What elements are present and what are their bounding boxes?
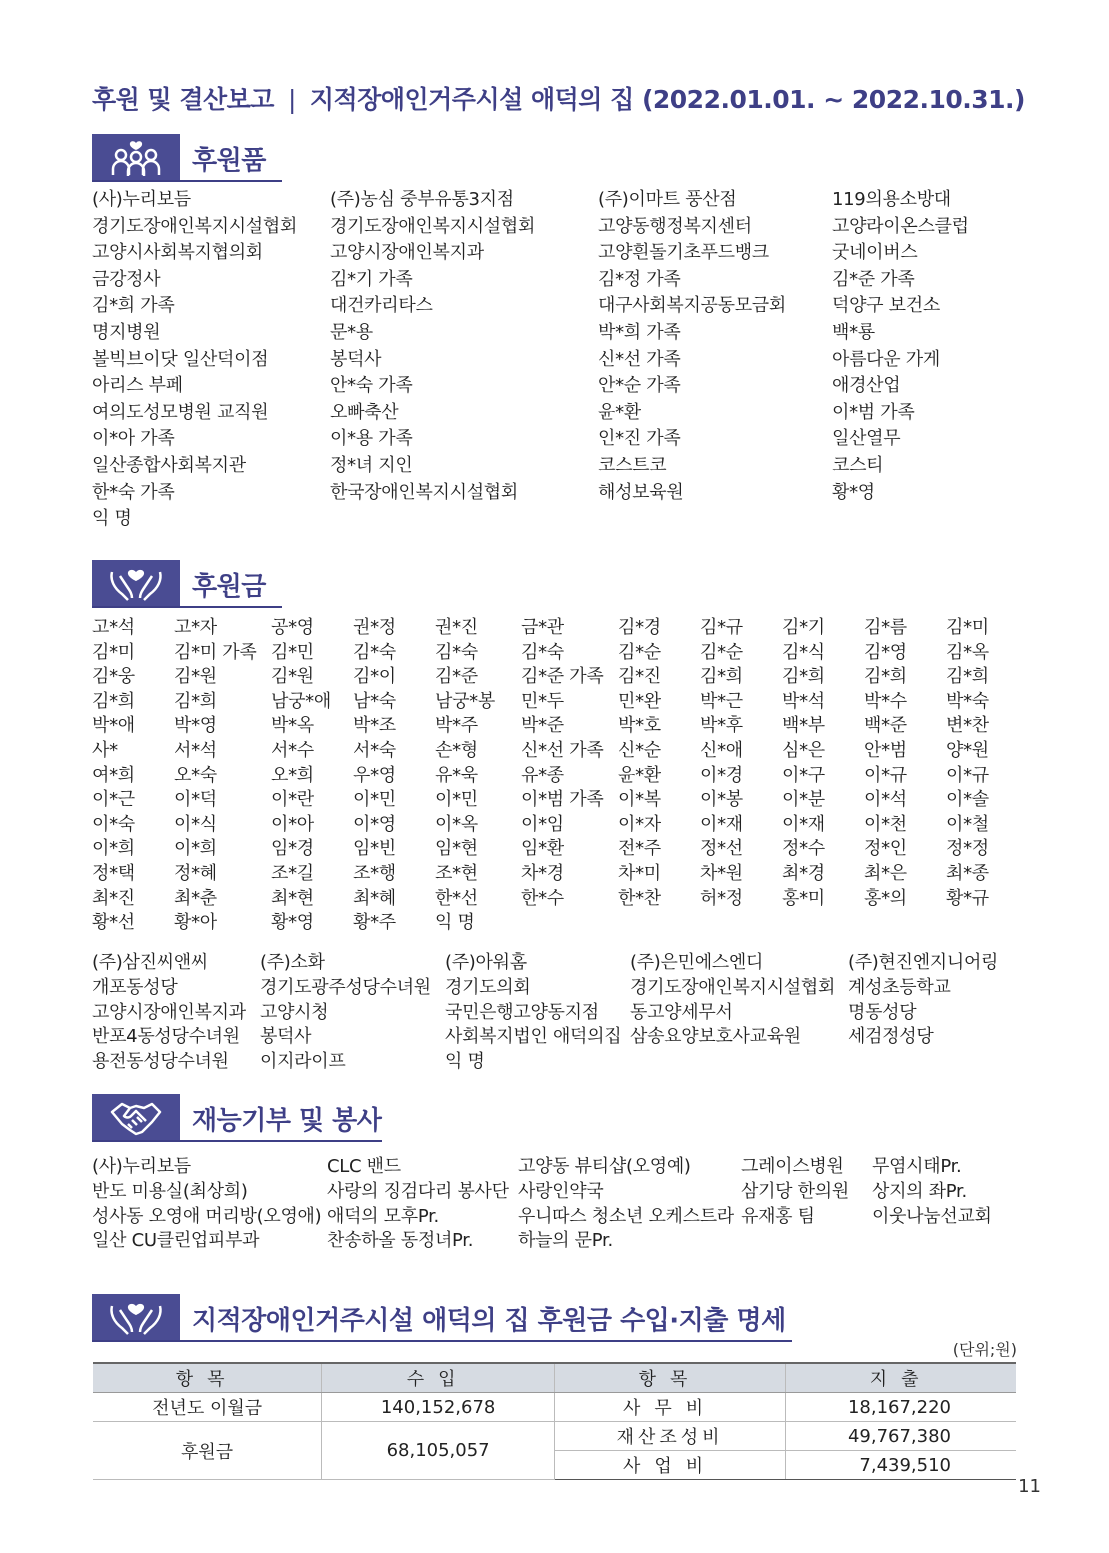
table-header: 수입 xyxy=(322,1363,555,1393)
donor-name: 김*숙 xyxy=(435,641,478,663)
donor-name: 민*두 xyxy=(521,690,564,712)
donor-name: 김*민 xyxy=(271,641,314,663)
donor-name: 한*선 xyxy=(435,887,478,909)
donor-name: 이*규 xyxy=(946,764,989,786)
donor-name: 김*옥 xyxy=(946,641,989,663)
list-item: 고양시청 xyxy=(260,1001,329,1023)
donor-name: 김*희 xyxy=(864,666,907,688)
donor-name: 신*애 xyxy=(700,739,743,761)
donor-name: 황*선 xyxy=(92,912,135,934)
list-item: 우니따스 청소년 오케스트라 xyxy=(518,1205,734,1227)
list-item: 경기도장애인복지시설협회 xyxy=(630,976,836,998)
donor-name: 김*경 xyxy=(618,617,661,638)
donor-name: 김*웅 xyxy=(92,666,135,688)
donor-name: 남궁*봉 xyxy=(435,690,495,712)
page-title-right: 지적장애인거주시설 애덕의 집 (2022.01.01. ~ 2022.10.31.) xyxy=(309,85,1025,114)
donor-name xyxy=(864,911,946,936)
donor-name: 김*순 xyxy=(618,641,661,663)
donor-name: 남*숙 xyxy=(353,690,396,712)
list-item: 박*희 가족 xyxy=(598,321,681,343)
list-item: 반포4동성당수녀원 xyxy=(92,1026,240,1048)
list-item: 고양라이온스클럽 xyxy=(832,215,969,237)
list-item: 고양시장애인복지과 xyxy=(92,1001,246,1023)
donor-name: 박*근 xyxy=(700,690,743,712)
list-item: 문*용 xyxy=(330,321,373,343)
donor-name: 정*수 xyxy=(782,838,825,860)
money-org-column-2 xyxy=(260,951,431,1075)
donor-name: 임*현 xyxy=(435,838,478,860)
list-item: 윤*환 xyxy=(598,401,641,423)
donor-name xyxy=(521,911,618,936)
donor-name: 신*순 xyxy=(618,739,661,761)
donor-name: 김*희 xyxy=(92,690,135,712)
donor-name: 고*석 xyxy=(92,617,135,638)
list-item: 김*정 가족 xyxy=(598,268,681,290)
list-item: 유재홍 팀 xyxy=(741,1205,815,1227)
expense-amount: 7,439,510 xyxy=(786,1451,1016,1480)
donor-name: 이*철 xyxy=(946,813,989,835)
donor-name: 박*석 xyxy=(782,690,825,712)
list-item: 성사동 오영애 머리방(오영애) xyxy=(92,1205,322,1227)
list-item: CLC 밴드 xyxy=(327,1156,401,1177)
donor-name: 박*조 xyxy=(353,715,396,737)
donor-name: 허*정 xyxy=(700,887,743,909)
list-item: 오빠축산 xyxy=(330,401,399,423)
section-title-finance: 지적장애인거주시설 애덕의 집 후원금 수입·지출 명세 xyxy=(192,1306,786,1336)
list-item: 동고양세무서 xyxy=(630,1001,733,1023)
donor-name: 여*희 xyxy=(92,764,135,786)
donor-name: 이*석 xyxy=(864,789,907,811)
donor-name: 이*아 xyxy=(271,813,314,835)
donor-name: 이*경 xyxy=(700,764,743,786)
income-item: 후원금 xyxy=(93,1422,322,1480)
list-item: 용전동성당수녀원 xyxy=(92,1051,229,1073)
list-item: 김*희 가족 xyxy=(92,295,175,317)
list-item: 대구사회복지공동모금회 xyxy=(598,295,786,317)
donor-name: 백*부 xyxy=(782,715,825,737)
donor-name: 유*종 xyxy=(521,764,564,786)
donor-name: 김*규 xyxy=(700,617,743,638)
donor-name: 이*재 xyxy=(782,813,825,835)
donor-name: 이*덕 xyxy=(174,789,217,811)
list-item: 황*영 xyxy=(832,481,875,503)
donor-name: 이*구 xyxy=(782,764,825,786)
list-item: 이*범 가족 xyxy=(832,401,915,423)
list-item: 명동성당 xyxy=(848,1001,917,1023)
donor-name: 이*숙 xyxy=(92,813,135,835)
talent-column-3 xyxy=(518,1155,734,1254)
income-item: 전년도 이월금 xyxy=(93,1393,322,1422)
donor-name: 최*경 xyxy=(782,862,825,884)
donor-name: 김*희 xyxy=(700,666,743,688)
list-item: 개포동성당 xyxy=(92,976,178,998)
donor-name: 임*빈 xyxy=(353,838,396,860)
donor-name: 최*은 xyxy=(864,862,907,884)
list-item: 아리스 부페 xyxy=(92,375,183,397)
donor-name: 정*정 xyxy=(946,838,989,860)
money-org-column-5 xyxy=(848,951,998,1050)
page-title xyxy=(92,80,1025,116)
list-item: 정*녀 지인 xyxy=(330,454,413,476)
donor-name: 이*민 xyxy=(435,789,478,811)
table-row xyxy=(93,1393,1016,1422)
list-item: 사회복지법인 애덕의집 xyxy=(445,1026,622,1048)
list-item: 굿네이버스 xyxy=(832,242,918,264)
donor-name: 박*옥 xyxy=(271,715,314,737)
donor-name: 홍*의 xyxy=(864,887,907,909)
talent-column-2 xyxy=(327,1155,509,1254)
list-item: 사랑의 징검다리 봉사단 xyxy=(327,1180,509,1202)
donor-name: 안*범 xyxy=(864,739,907,761)
list-item: 일산종합사회복지관 xyxy=(92,454,246,476)
donor-name: 차*경 xyxy=(521,862,564,884)
donor-name: 김*희 xyxy=(782,666,825,688)
unit-label: (단위;원) xyxy=(952,1340,1017,1359)
table-header: 지출 xyxy=(786,1363,1016,1393)
donor-name: 박*주 xyxy=(435,715,478,737)
list-item: 애경산업 xyxy=(832,375,901,397)
donor-name: 박*후 xyxy=(700,715,743,737)
list-item: (주)농심 중부유통3지점 xyxy=(330,189,514,210)
donor-name: 윤*환 xyxy=(618,764,661,786)
list-item: 국민은행고양동지점 xyxy=(445,1001,599,1023)
section-divider xyxy=(92,180,282,182)
donor-name: 박*호 xyxy=(618,715,661,737)
page-number: 11 xyxy=(1018,1476,1041,1497)
list-item: 고양흰돌기초푸드뱅크 xyxy=(598,242,769,264)
donor-name: 공*영 xyxy=(271,617,314,638)
goods-column-1 xyxy=(92,187,297,533)
donor-name: 변*찬 xyxy=(946,715,989,737)
donor-name: 권*정 xyxy=(353,617,396,638)
list-item: 대건카리타스 xyxy=(330,295,433,317)
donor-name: 김*진 xyxy=(618,666,661,688)
donor-name: 차*미 xyxy=(618,862,661,884)
donor-name: 김*숙 xyxy=(521,641,564,663)
goods-column-4 xyxy=(832,187,969,506)
list-item: (주)현진엔지니어링 xyxy=(848,952,999,973)
list-item: 일산 CU클린업피부과 xyxy=(92,1230,260,1252)
page-title-left: 후원 및 결산보고 xyxy=(92,85,274,114)
donor-name: 금*관 xyxy=(521,617,564,638)
donor-name: 조*현 xyxy=(435,862,478,884)
list-item: 아름다운 가게 xyxy=(832,348,940,370)
donor-name: 김*준 가족 xyxy=(521,666,604,688)
list-item: 익 명 xyxy=(92,508,132,530)
donor-name: 이*옥 xyxy=(435,813,478,835)
donor-name: 권*진 xyxy=(435,617,478,638)
donor-name: 이*민 xyxy=(353,789,396,811)
donor-name: 익 명 xyxy=(435,912,475,934)
donor-name: 김*원 xyxy=(271,666,314,688)
donor-name: 전*주 xyxy=(618,838,661,860)
list-item: (사)누리보듬 xyxy=(92,189,191,210)
donor-name: 신*선 가족 xyxy=(521,739,604,761)
donor-name: 임*환 xyxy=(521,838,564,860)
list-item: 봉덕사 xyxy=(260,1026,312,1048)
heart-hands-icon xyxy=(92,560,180,608)
donor-name: 박*숙 xyxy=(946,690,989,712)
donor-name: 정*인 xyxy=(864,838,907,860)
donor-name: 이*자 xyxy=(618,813,661,835)
donor-name: 최*혜 xyxy=(353,887,396,909)
talent-column-4 xyxy=(741,1155,849,1229)
donor-name: 이*범 가족 xyxy=(521,789,604,811)
list-item: 볼빅브이닷 일산덕이점 xyxy=(92,348,269,370)
donor-name xyxy=(782,911,864,936)
list-item: 고양동행정복지센터 xyxy=(598,215,752,237)
donor-name: 박*수 xyxy=(864,690,907,712)
expense-amount: 49,767,380 xyxy=(786,1422,1016,1451)
donor-name: 한*수 xyxy=(521,887,564,909)
list-item: (주)소화 xyxy=(260,952,325,973)
list-item: 사랑인약국 xyxy=(518,1180,604,1202)
donor-name: 김*준 xyxy=(435,666,478,688)
donor-name: 김*미 xyxy=(946,617,989,638)
money-org-column-3 xyxy=(445,951,621,1075)
donor-name xyxy=(618,911,700,936)
list-item: 무염시태Pr. xyxy=(872,1156,962,1177)
list-item: 상지의 좌Pr. xyxy=(872,1180,967,1202)
list-item: 인*진 가족 xyxy=(598,428,681,450)
table-header: 항목 xyxy=(93,1363,322,1393)
donor-name: 서*수 xyxy=(271,739,314,761)
table-header: 항목 xyxy=(554,1363,785,1393)
donor-name: 박*애 xyxy=(92,715,135,737)
donor-name: 이*란 xyxy=(271,789,314,811)
donor-name: 황*아 xyxy=(174,912,217,934)
donor-grid xyxy=(92,616,1028,936)
donor-name: 손*형 xyxy=(435,739,478,761)
donor-name: 이*복 xyxy=(618,789,661,811)
donor-name: 김*미 가족 xyxy=(174,641,257,663)
list-item: 고양시장애인복지과 xyxy=(330,242,484,264)
list-item: 덕양구 보건소 xyxy=(832,295,940,317)
money-org-column-4 xyxy=(630,951,835,1050)
donor-name: 김*순 xyxy=(700,641,743,663)
list-item: 그레이스병원 xyxy=(741,1156,844,1177)
donor-name: 최*진 xyxy=(92,887,135,909)
list-item: 이*용 가족 xyxy=(330,428,413,450)
list-item: 세검정성당 xyxy=(848,1026,934,1048)
donor-name xyxy=(946,911,1028,936)
donor-name: 김*미 xyxy=(92,641,135,663)
income-amount: 68,105,057 xyxy=(322,1422,555,1480)
table-row xyxy=(93,1422,1016,1451)
section-title-talent: 재능기부 및 봉사 xyxy=(192,1106,382,1136)
section-divider xyxy=(92,1140,382,1142)
donor-name: 이*영 xyxy=(353,813,396,835)
donor-name: 이*근 xyxy=(92,789,135,811)
donor-name: 정*택 xyxy=(92,862,135,884)
donor-name: 김*원 xyxy=(174,666,217,688)
donor-name: 홍*미 xyxy=(782,887,825,909)
donor-name: 이*규 xyxy=(864,764,907,786)
donor-name: 조*길 xyxy=(271,862,314,884)
list-item: 김*기 가족 xyxy=(330,268,413,290)
handshake-icon xyxy=(92,1094,180,1142)
donor-name: 이*희 xyxy=(92,838,135,860)
donor-name: 김*름 xyxy=(864,617,907,638)
list-item: 금강정사 xyxy=(92,268,161,290)
donor-name: 최*현 xyxy=(271,887,314,909)
donor-name: 황*영 xyxy=(271,912,314,934)
donor-name: 차*원 xyxy=(700,862,743,884)
donor-name: 김*기 xyxy=(782,617,825,638)
donor-name: 황*주 xyxy=(353,912,396,934)
list-item: 고양동 뷰티샵(오영예) xyxy=(518,1156,691,1177)
list-item: 경기도광주성당수녀원 xyxy=(260,976,431,998)
list-item: 여의도성모병원 교직원 xyxy=(92,401,269,423)
donor-name: 우*영 xyxy=(353,764,396,786)
donor-name: 서*숙 xyxy=(353,739,396,761)
list-item: 해성보육원 xyxy=(598,481,684,503)
expense-item: 재산조성비 xyxy=(554,1422,785,1451)
donor-name: 민*완 xyxy=(618,690,661,712)
donor-name: 이*재 xyxy=(700,813,743,835)
list-item: 이지라이프 xyxy=(260,1051,346,1073)
donor-name: 오*희 xyxy=(271,764,314,786)
section-title-goods: 후원품 xyxy=(192,146,266,176)
list-item: (사)누리보듬 xyxy=(92,1156,191,1177)
list-item: 계성초등학교 xyxy=(848,976,951,998)
list-item: 안*순 가족 xyxy=(598,375,681,397)
donor-name: 이*천 xyxy=(864,813,907,835)
money-org-column-1 xyxy=(92,951,246,1075)
goods-column-3 xyxy=(598,187,786,506)
list-item: 찬송하올 동정녀Pr. xyxy=(327,1230,474,1252)
donor-name: 서*석 xyxy=(174,739,217,761)
list-item: 경기도장애인복지시설협회 xyxy=(92,215,298,237)
donor-name: 최*종 xyxy=(946,862,989,884)
list-item: (주)은민에스엔디 xyxy=(630,952,764,973)
list-item: 애덕의 모후Pr. xyxy=(327,1205,439,1227)
donor-name: 이*봉 xyxy=(700,789,743,811)
talent-column-5 xyxy=(872,1155,992,1229)
list-item: 경기도장애인복지시설협회 xyxy=(330,215,536,237)
talent-column-1 xyxy=(92,1155,321,1254)
list-item: 김*준 가족 xyxy=(832,268,915,290)
list-item: 코스티 xyxy=(832,454,884,476)
list-item: 코스트코 xyxy=(598,454,667,476)
list-item: 삼송요양보호사교육원 xyxy=(630,1026,801,1048)
donor-name: 이*희 xyxy=(174,838,217,860)
list-item: (주)이마트 풍산점 xyxy=(598,189,737,210)
donor-name: 최*춘 xyxy=(174,887,217,909)
title-separator: | xyxy=(287,85,296,114)
list-item: 안*숙 가족 xyxy=(330,375,413,397)
section-divider xyxy=(92,606,282,608)
section-divider xyxy=(92,1340,792,1342)
list-item: 경기도의회 xyxy=(445,976,531,998)
donor-name: 박*영 xyxy=(174,715,217,737)
section-title-money: 후원금 xyxy=(192,572,266,602)
people-group-icon xyxy=(92,134,180,182)
list-item: 119의용소방대 xyxy=(832,189,951,210)
list-item: 한국장애인복지시설협회 xyxy=(330,481,518,503)
finance-table xyxy=(93,1362,1016,1480)
expense-item: 사업비 xyxy=(554,1451,785,1480)
donor-name: 조*행 xyxy=(353,862,396,884)
donor-name: 이*임 xyxy=(521,813,564,835)
donor-name xyxy=(700,911,782,936)
donor-name: 김*이 xyxy=(353,666,396,688)
heart-hands-icon xyxy=(92,1294,180,1342)
donor-name: 남궁*애 xyxy=(271,690,331,712)
donor-name: 유*욱 xyxy=(435,764,478,786)
donor-name: 한*찬 xyxy=(618,887,661,909)
list-item: 하늘의 문Pr. xyxy=(518,1230,613,1252)
donor-name: 김*영 xyxy=(864,641,907,663)
donor-name: 김*숙 xyxy=(353,641,396,663)
donor-name: 김*식 xyxy=(782,641,825,663)
list-item: 이웃나눔선교회 xyxy=(872,1205,992,1227)
list-item: 명지병원 xyxy=(92,321,161,343)
donor-name: 이*솔 xyxy=(946,789,989,811)
list-item: 한*숙 가족 xyxy=(92,481,175,503)
list-item: 삼기당 한의원 xyxy=(741,1180,849,1202)
list-item: 익 명 xyxy=(445,1051,485,1073)
donor-name: 이*식 xyxy=(174,813,217,835)
expense-item: 사무비 xyxy=(554,1393,785,1422)
list-item: 봉덕사 xyxy=(330,348,382,370)
donor-name: 정*선 xyxy=(700,838,743,860)
list-item: 일산열무 xyxy=(832,428,901,450)
donor-name: 이*분 xyxy=(782,789,825,811)
donor-name: 김*희 xyxy=(946,666,989,688)
list-item: 반도 미용실(최상희) xyxy=(92,1180,248,1202)
list-item: 신*선 가족 xyxy=(598,348,681,370)
list-item: 백*룡 xyxy=(832,321,875,343)
expense-amount: 18,167,220 xyxy=(786,1393,1016,1422)
donor-name: 임*경 xyxy=(271,838,314,860)
donor-name: 사* xyxy=(92,739,118,761)
donor-name: 백*준 xyxy=(864,715,907,737)
donor-name: 심*은 xyxy=(782,739,825,761)
donor-name: 고*자 xyxy=(174,617,217,638)
list-item: 고양시사회복지협의회 xyxy=(92,242,263,264)
donor-name: 김*희 xyxy=(174,690,217,712)
list-item: (주)아워홈 xyxy=(445,952,527,973)
goods-column-2 xyxy=(330,187,535,506)
list-item: (주)삼진씨앤씨 xyxy=(92,952,208,973)
donor-name: 양*원 xyxy=(946,739,989,761)
donor-name: 정*혜 xyxy=(174,862,217,884)
donor-name: 황*규 xyxy=(946,887,989,909)
donor-name: 오*숙 xyxy=(174,764,217,786)
donor-name: 박*준 xyxy=(521,715,564,737)
list-item: 이*아 가족 xyxy=(92,428,175,450)
income-amount: 140,152,678 xyxy=(322,1393,555,1422)
